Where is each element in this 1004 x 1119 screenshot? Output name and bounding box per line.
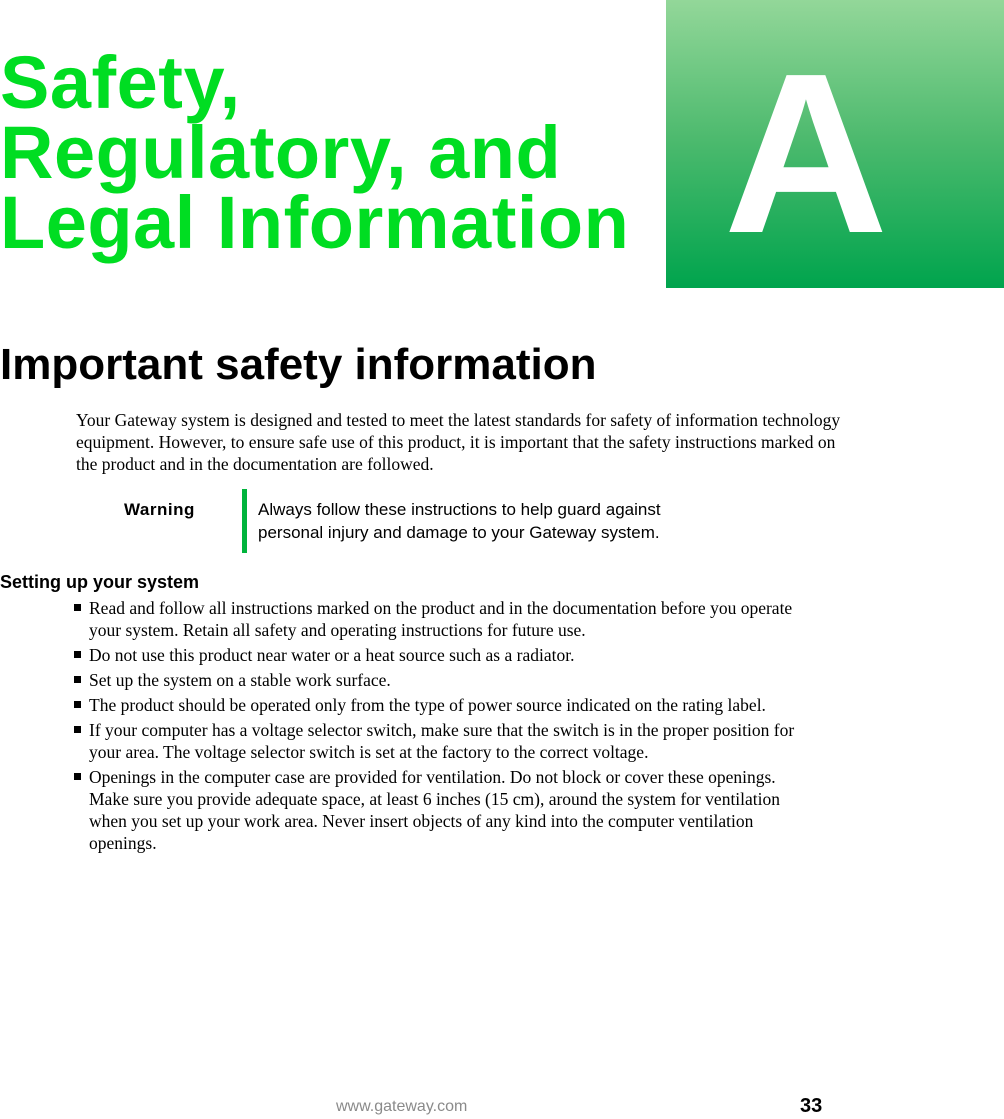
list-item xyxy=(74,719,814,763)
list-item-text: The product should be operated only from the type of power source indicated on the rating label. xyxy=(89,695,766,715)
list-item-text: Set up the system on a stable work surface. xyxy=(89,670,391,690)
chapter-title-line-1: Safety, xyxy=(0,41,241,124)
list-item-text: Openings in the computer case are provided for ventilation. Do not block or cover these openings. Make sure you provide adequate space, at least 6 inches (15 cm), around the system for ventilation when you set up your work area. Never insert objects of any kind into the computer ventilation openings. xyxy=(89,767,781,853)
setup-instructions-list xyxy=(74,597,814,857)
chapter-title-line-3: Legal Information xyxy=(0,181,630,264)
warning-callout xyxy=(76,489,736,553)
square-bullet-icon xyxy=(74,726,81,733)
chapter-letter-tab xyxy=(666,0,1004,288)
section-title: Important safety information xyxy=(0,340,597,389)
square-bullet-icon xyxy=(74,676,81,683)
chapter-title-line-2: Regulatory, and xyxy=(0,111,562,194)
square-bullet-icon xyxy=(74,604,81,611)
list-item xyxy=(74,597,814,641)
square-bullet-icon xyxy=(74,701,81,708)
chapter-letter: A xyxy=(723,27,889,281)
list-item-text: If your computer has a voltage selector switch, make sure that the switch is in the proper position for your area. The voltage selector switch is set at the factory to the correct voltage. xyxy=(89,720,795,762)
square-bullet-icon xyxy=(74,651,81,658)
list-item xyxy=(74,766,814,854)
square-bullet-icon xyxy=(74,773,81,780)
warning-text: Always follow these instructions to help guard against personal injury and damage to your Gateway system. xyxy=(258,500,661,542)
warning-divider-bar xyxy=(242,489,247,553)
intro-paragraph: Your Gateway system is designed and tested to meet the latest standards for safety of information technology equipment. However, to ensure safe use of this product, it is important that the safety instructions marked on the product and in the documentation are followed. xyxy=(76,410,841,474)
chapter-title xyxy=(0,41,630,264)
footer-url: www.gateway.com xyxy=(336,1098,468,1115)
page-number: 33 xyxy=(800,1095,823,1117)
list-item xyxy=(74,694,814,716)
list-item-text: Do not use this product near water or a heat source such as a radiator. xyxy=(89,645,575,665)
subsection-title: Setting up your system xyxy=(0,572,200,592)
list-item xyxy=(74,644,814,666)
list-item xyxy=(74,669,814,691)
warning-label: Warning xyxy=(124,500,195,519)
list-item-text: Read and follow all instructions marked on the product and in the documentation before you operate your system. Retain all safety and operating instructions for future use. xyxy=(89,598,793,640)
